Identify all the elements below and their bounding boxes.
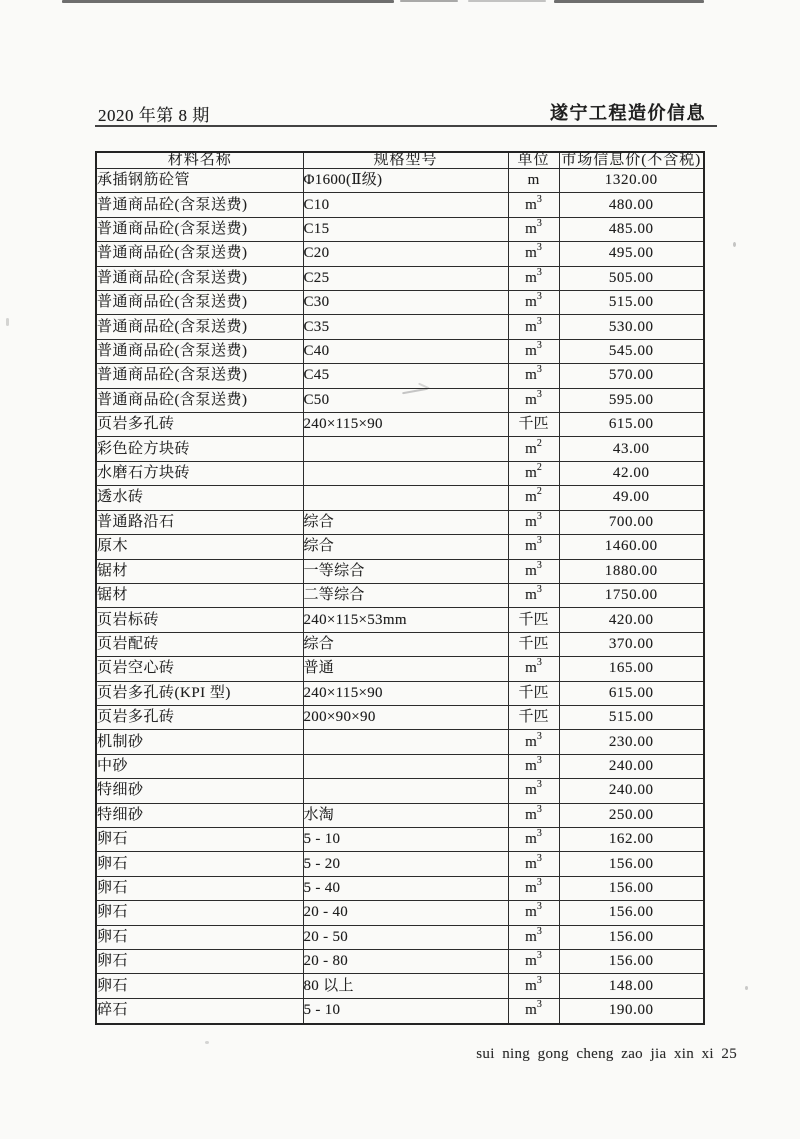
page-footer: sui ning gong cheng zao jia xin xi 25	[476, 1046, 737, 1062]
spec-cell: 20 - 40	[303, 901, 508, 925]
material-name-cell: 水磨石方块砖	[96, 461, 303, 485]
unit-cell: $m^2$	[508, 437, 559, 461]
unit-cell: $m^3$	[508, 339, 559, 363]
table-row	[96, 608, 704, 632]
table-row	[96, 315, 704, 339]
material-name-cell: 页岩空心砖	[96, 657, 303, 681]
table-row	[96, 559, 704, 583]
scan-speck	[733, 242, 736, 247]
scan-artifact-top-streak	[468, 0, 546, 2]
material-name-cell: 彩色砼方块砖	[96, 437, 303, 461]
price-cell: 495.00	[559, 242, 704, 266]
table-row	[96, 169, 704, 193]
column-header: 市场信息价(不含税)	[559, 152, 704, 169]
spec-cell: C15	[303, 217, 508, 241]
table-row	[96, 437, 704, 461]
spec-cell: 普通	[303, 657, 508, 681]
table-row	[96, 779, 704, 803]
material-name-cell: 碎石	[96, 998, 303, 1024]
price-cell: 485.00	[559, 217, 704, 241]
price-cell: 156.00	[559, 950, 704, 974]
table-row	[96, 339, 704, 363]
price-cell: 480.00	[559, 193, 704, 217]
unit-cell: $m^3$	[508, 291, 559, 315]
unit-cell: $m^3$	[508, 364, 559, 388]
column-header: 单位	[508, 152, 559, 169]
price-cell: 240.00	[559, 779, 704, 803]
unit-cell: $m^3$	[508, 730, 559, 754]
unit-cell: $m^3$	[508, 827, 559, 851]
spec-cell: 5 - 10	[303, 998, 508, 1024]
material-name-cell: 机制砂	[96, 730, 303, 754]
price-cell: 370.00	[559, 632, 704, 656]
price-cell: 240.00	[559, 754, 704, 778]
table-row	[96, 681, 704, 705]
price-cell: 1320.00	[559, 169, 704, 193]
spec-cell: C30	[303, 291, 508, 315]
scan-speck	[745, 986, 748, 990]
unit-cell: $m^3$	[508, 925, 559, 949]
price-cell: 190.00	[559, 998, 704, 1024]
unit-cell: $m^3$	[508, 535, 559, 559]
price-cell: 250.00	[559, 803, 704, 827]
spec-cell: C50	[303, 388, 508, 412]
price-cell: 148.00	[559, 974, 704, 998]
table-row	[96, 974, 704, 998]
price-cell: 615.00	[559, 413, 704, 437]
unit-cell: $m^3$	[508, 559, 559, 583]
spec-cell: 5 - 10	[303, 827, 508, 851]
material-name-cell: 普通商品砼(含泵送费)	[96, 242, 303, 266]
spec-cell: 综合	[303, 632, 508, 656]
spec-cell	[303, 437, 508, 461]
spec-cell: 20 - 80	[303, 950, 508, 974]
material-name-cell: 中砂	[96, 754, 303, 778]
price-cell: 530.00	[559, 315, 704, 339]
spec-cell: C20	[303, 242, 508, 266]
spec-cell: 240×115×53mm	[303, 608, 508, 632]
material-name-cell: 承插钢筋砼管	[96, 169, 303, 193]
material-name-cell: 锯材	[96, 559, 303, 583]
unit-cell: $m^3$	[508, 974, 559, 998]
spec-cell: 80 以上	[303, 974, 508, 998]
price-cell: 1880.00	[559, 559, 704, 583]
material-name-cell: 透水砖	[96, 486, 303, 510]
price-cell: 42.00	[559, 461, 704, 485]
spec-cell: C35	[303, 315, 508, 339]
table-row	[96, 925, 704, 949]
unit-cell: $m^3$	[508, 315, 559, 339]
price-cell: 156.00	[559, 901, 704, 925]
material-name-cell: 页岩多孔砖	[96, 413, 303, 437]
spec-cell: 20 - 50	[303, 925, 508, 949]
price-cell: 615.00	[559, 681, 704, 705]
table-row	[96, 876, 704, 900]
price-cell: 165.00	[559, 657, 704, 681]
spec-cell: 一等综合	[303, 559, 508, 583]
spec-cell	[303, 730, 508, 754]
unit-cell: $m^3$	[508, 852, 559, 876]
unit-cell: $m^3$	[508, 510, 559, 534]
material-name-cell: 普通商品砼(含泵送费)	[96, 315, 303, 339]
unit-cell: $m^3$	[508, 998, 559, 1024]
material-name-cell: 卵石	[96, 901, 303, 925]
table-row	[96, 632, 704, 656]
material-name-cell: 卵石	[96, 950, 303, 974]
table-row	[96, 657, 704, 681]
scan-artifact-top-streak	[554, 0, 704, 3]
spec-cell: 二等综合	[303, 583, 508, 607]
material-name-cell: 普通商品砼(含泵送费)	[96, 266, 303, 290]
scan-speck	[205, 1041, 209, 1044]
price-cell: 1750.00	[559, 583, 704, 607]
material-name-cell: 普通路沿石	[96, 510, 303, 534]
unit-cell: $m^3$	[508, 266, 559, 290]
price-cell: 1460.00	[559, 535, 704, 559]
material-price-table	[95, 151, 705, 1025]
unit-cell: $m^2$	[508, 486, 559, 510]
unit-cell: 千匹	[508, 608, 559, 632]
price-cell: 595.00	[559, 388, 704, 412]
price-cell: 505.00	[559, 266, 704, 290]
material-name-cell: 普通商品砼(含泵送费)	[96, 339, 303, 363]
table-row	[96, 388, 704, 412]
material-name-cell: 普通商品砼(含泵送费)	[96, 388, 303, 412]
scan-speck	[6, 318, 9, 326]
table-row	[96, 535, 704, 559]
unit-cell: $m^3$	[508, 901, 559, 925]
price-cell: 162.00	[559, 827, 704, 851]
material-name-cell: 普通商品砼(含泵送费)	[96, 364, 303, 388]
material-name-cell: 页岩配砖	[96, 632, 303, 656]
unit-cell: 千匹	[508, 632, 559, 656]
unit-cell: $m^3$	[508, 950, 559, 974]
unit-cell: $m^3$	[508, 754, 559, 778]
table-row	[96, 413, 704, 437]
unit-cell: $m^2$	[508, 461, 559, 485]
spec-cell	[303, 461, 508, 485]
spec-cell: Φ1600(Ⅱ级)	[303, 169, 508, 193]
unit-cell: 千匹	[508, 705, 559, 729]
material-name-cell: 卵石	[96, 852, 303, 876]
price-cell: 156.00	[559, 852, 704, 876]
unit-cell: 千匹	[508, 413, 559, 437]
material-name-cell: 卵石	[96, 876, 303, 900]
unit-cell: $m^3$	[508, 242, 559, 266]
material-name-cell: 页岩标砖	[96, 608, 303, 632]
table-header-row	[96, 152, 704, 169]
header-rule	[95, 125, 717, 127]
unit-cell: $m^3$	[508, 193, 559, 217]
table-row	[96, 803, 704, 827]
spec-cell: C40	[303, 339, 508, 363]
table-row	[96, 705, 704, 729]
spec-cell: 5 - 40	[303, 876, 508, 900]
spec-cell: 综合	[303, 535, 508, 559]
table-row	[96, 510, 704, 534]
issue-label: 2020 年第 8 期	[98, 106, 210, 125]
material-name-cell: 原木	[96, 535, 303, 559]
table-row	[96, 486, 704, 510]
table-row	[96, 217, 704, 241]
price-cell: 49.00	[559, 486, 704, 510]
table-row	[96, 827, 704, 851]
unit-cell: $m^3$	[508, 583, 559, 607]
material-name-cell: 特细砂	[96, 779, 303, 803]
price-cell: 700.00	[559, 510, 704, 534]
price-cell: 545.00	[559, 339, 704, 363]
price-cell: 156.00	[559, 925, 704, 949]
price-cell: 515.00	[559, 291, 704, 315]
material-name-cell: 普通商品砼(含泵送费)	[96, 193, 303, 217]
table-row	[96, 583, 704, 607]
spec-cell: 200×90×90	[303, 705, 508, 729]
price-cell: 43.00	[559, 437, 704, 461]
column-header: 规格型号	[303, 152, 508, 169]
table-row	[96, 291, 704, 315]
spec-cell: C25	[303, 266, 508, 290]
price-cell: 156.00	[559, 876, 704, 900]
price-cell: 515.00	[559, 705, 704, 729]
unit-cell: $m^3$	[508, 388, 559, 412]
material-name-cell: 特细砂	[96, 803, 303, 827]
material-name-cell: 页岩多孔砖	[96, 705, 303, 729]
table-row	[96, 754, 704, 778]
price-cell: 230.00	[559, 730, 704, 754]
spec-cell: 水淘	[303, 803, 508, 827]
unit-cell: $m^3$	[508, 217, 559, 241]
unit-cell: 千匹	[508, 681, 559, 705]
price-cell: 570.00	[559, 364, 704, 388]
table-row	[96, 193, 704, 217]
table-row	[96, 242, 704, 266]
table-row	[96, 998, 704, 1024]
spec-cell: 240×115×90	[303, 681, 508, 705]
material-name-cell: 普通商品砼(含泵送费)	[96, 291, 303, 315]
spec-cell: C10	[303, 193, 508, 217]
table-row	[96, 266, 704, 290]
table-row	[96, 852, 704, 876]
unit-cell: $m^3$	[508, 779, 559, 803]
material-name-cell: 锯材	[96, 583, 303, 607]
table-row	[96, 461, 704, 485]
spec-cell: 240×115×90	[303, 413, 508, 437]
price-cell: 420.00	[559, 608, 704, 632]
spec-cell: 综合	[303, 510, 508, 534]
spec-cell	[303, 486, 508, 510]
journal-title: 遂宁工程造价信息	[550, 103, 706, 123]
unit-cell: $m^3$	[508, 657, 559, 681]
spec-cell: C45	[303, 364, 508, 388]
table-row	[96, 364, 704, 388]
unit-cell: m	[508, 169, 559, 193]
material-name-cell: 卵石	[96, 974, 303, 998]
table-row	[96, 901, 704, 925]
material-name-cell: 卵石	[96, 925, 303, 949]
table-row	[96, 950, 704, 974]
spec-cell	[303, 779, 508, 803]
table-row	[96, 730, 704, 754]
spec-cell	[303, 754, 508, 778]
unit-cell: $m^3$	[508, 803, 559, 827]
unit-cell: $m^3$	[508, 876, 559, 900]
spec-cell: 5 - 20	[303, 852, 508, 876]
material-name-cell: 卵石	[96, 827, 303, 851]
scan-artifact-top-streak	[62, 0, 394, 3]
material-name-cell: 普通商品砼(含泵送费)	[96, 217, 303, 241]
material-name-cell: 页岩多孔砖(KPI 型)	[96, 681, 303, 705]
scan-artifact-top-streak	[400, 0, 458, 2]
column-header: 材料名称	[96, 152, 303, 169]
